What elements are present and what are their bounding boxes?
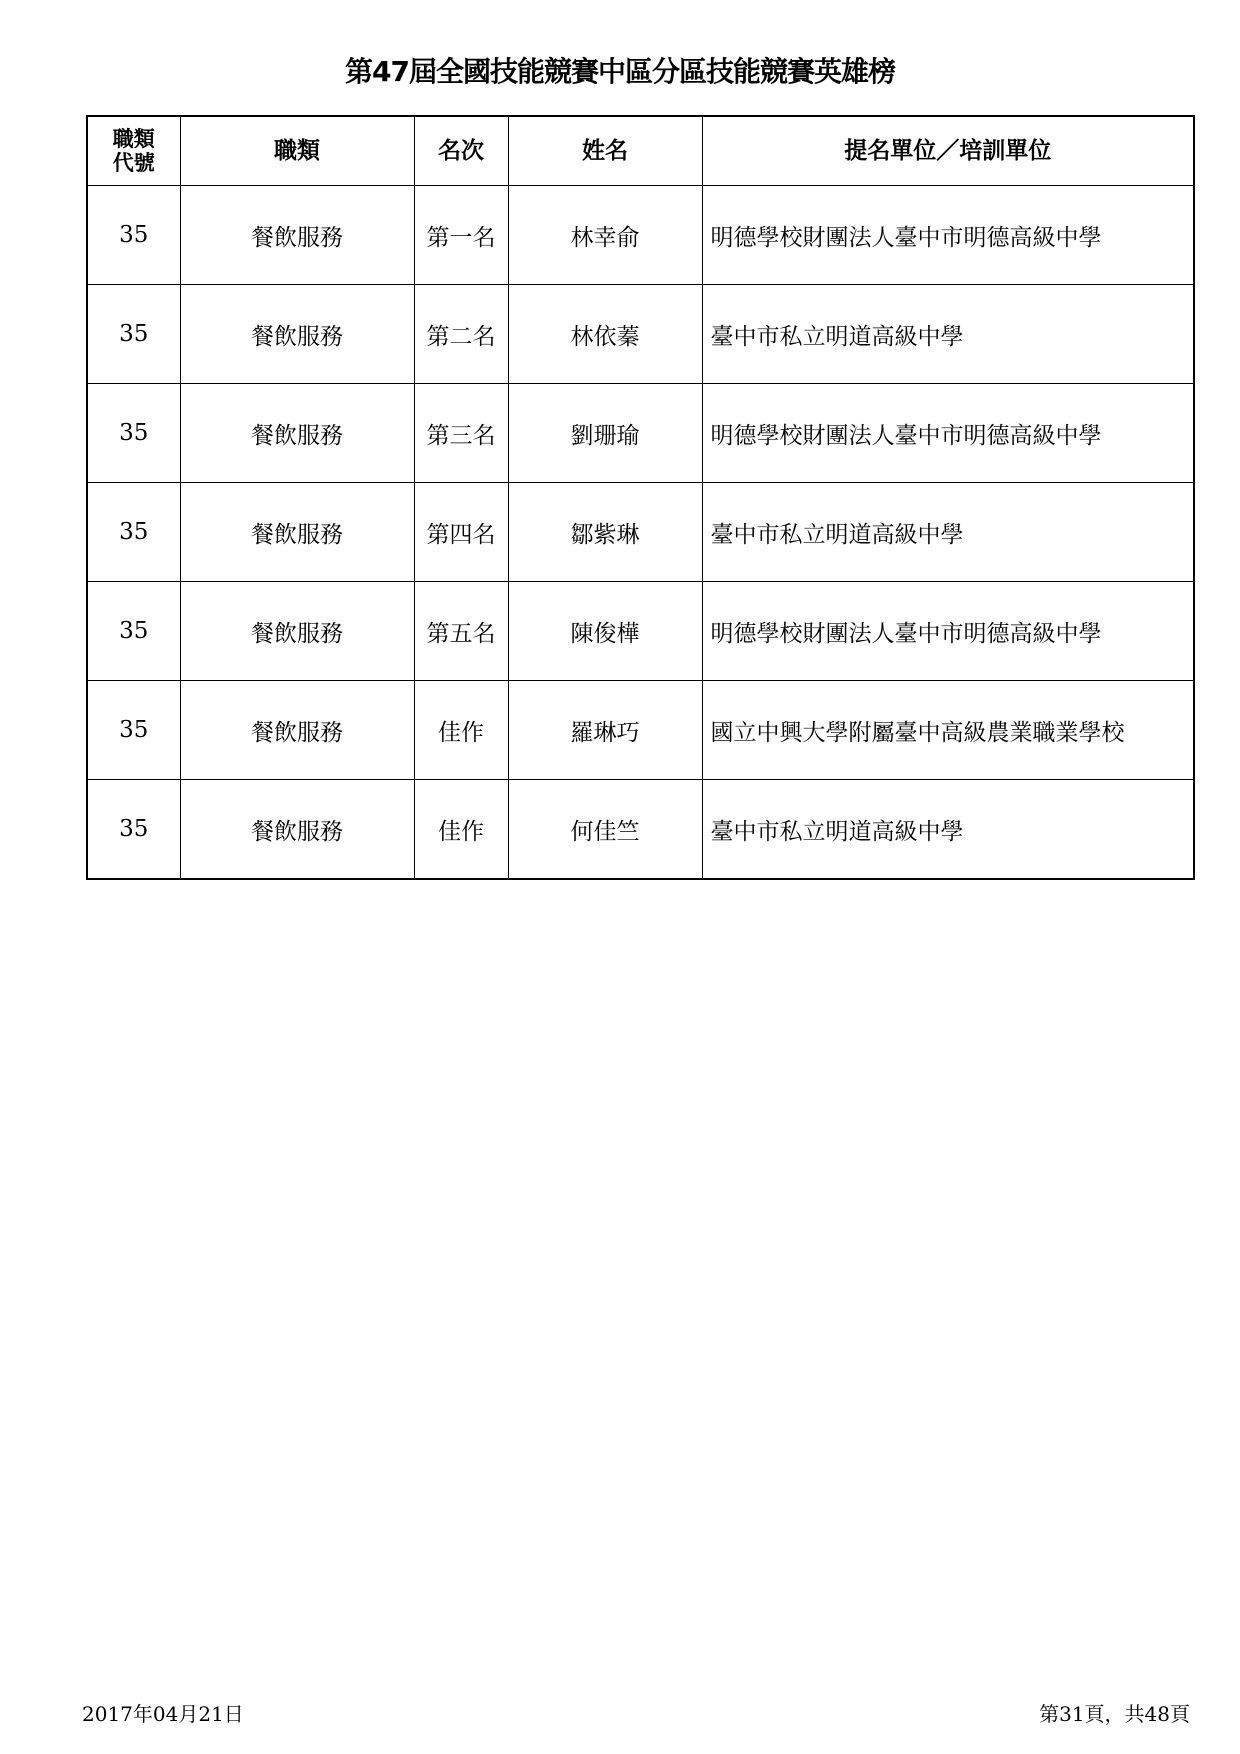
page-title: 第47屆全國技能競賽中區分區技能競賽英雄榜 (345, 55, 895, 88)
header-unit: 提名單位／培訓單位 (702, 116, 1194, 186)
cell-trade: 餐飲服務 (180, 384, 414, 483)
header-name: 姓名 (508, 116, 702, 186)
header-trade-code-line1: 職類 (112, 127, 155, 151)
cell-unit: 明德學校財團法人臺中市明德高級中學 (702, 384, 1194, 483)
table-row (87, 285, 1194, 384)
cell-unit: 臺中市私立明道高級中學 (702, 285, 1194, 384)
cell-name: 何佳竺 (508, 780, 702, 880)
cell-rank: 第二名 (414, 285, 508, 384)
header-rank: 名次 (414, 116, 508, 186)
cell-trade-code: 35 (87, 285, 180, 384)
cell-trade-code: 35 (87, 681, 180, 780)
cell-trade-code: 35 (87, 384, 180, 483)
cell-trade: 餐飲服務 (180, 582, 414, 681)
hero-roster-table (86, 115, 1195, 880)
cell-trade: 餐飲服務 (180, 681, 414, 780)
cell-name: 陳俊樺 (508, 582, 702, 681)
cell-unit: 明德學校財團法人臺中市明德高級中學 (702, 582, 1194, 681)
table-row (87, 681, 1194, 780)
cell-rank: 佳作 (414, 780, 508, 880)
cell-rank: 第一名 (414, 186, 508, 285)
cell-trade: 餐飲服務 (180, 186, 414, 285)
cell-name: 羅琳巧 (508, 681, 702, 780)
cell-trade: 餐飲服務 (180, 483, 414, 582)
table-row (87, 384, 1194, 483)
cell-trade-code: 35 (87, 780, 180, 880)
cell-unit: 國立中興大學附屬臺中高級農業職業學校 (702, 681, 1194, 780)
cell-trade-code: 35 (87, 582, 180, 681)
header-trade-code-line2: 代號 (112, 151, 155, 175)
cell-trade: 餐飲服務 (180, 780, 414, 880)
header-trade: 職類 (180, 116, 414, 186)
cell-trade-code: 35 (87, 483, 180, 582)
table-row (87, 780, 1194, 880)
header-trade-code (87, 116, 180, 186)
table-row (87, 582, 1194, 681)
cell-name: 鄒紫琳 (508, 483, 702, 582)
table-row (87, 483, 1194, 582)
footer-page-number: 第31頁，共48頁 (1039, 1702, 1190, 1726)
cell-rank: 第四名 (414, 483, 508, 582)
cell-rank: 第五名 (414, 582, 508, 681)
cell-unit: 明德學校財團法人臺中市明德高級中學 (702, 186, 1194, 285)
cell-name: 劉珊瑜 (508, 384, 702, 483)
cell-unit: 臺中市私立明道高級中學 (702, 780, 1194, 880)
cell-name: 林幸俞 (508, 186, 702, 285)
cell-trade-code: 35 (87, 186, 180, 285)
table-header-row (87, 116, 1194, 186)
table-row (87, 186, 1194, 285)
cell-rank: 第三名 (414, 384, 508, 483)
cell-unit: 臺中市私立明道高級中學 (702, 483, 1194, 582)
footer-date: 2017年04月21日 (82, 1702, 244, 1726)
cell-rank: 佳作 (414, 681, 508, 780)
cell-name: 林依蓁 (508, 285, 702, 384)
cell-trade: 餐飲服務 (180, 285, 414, 384)
